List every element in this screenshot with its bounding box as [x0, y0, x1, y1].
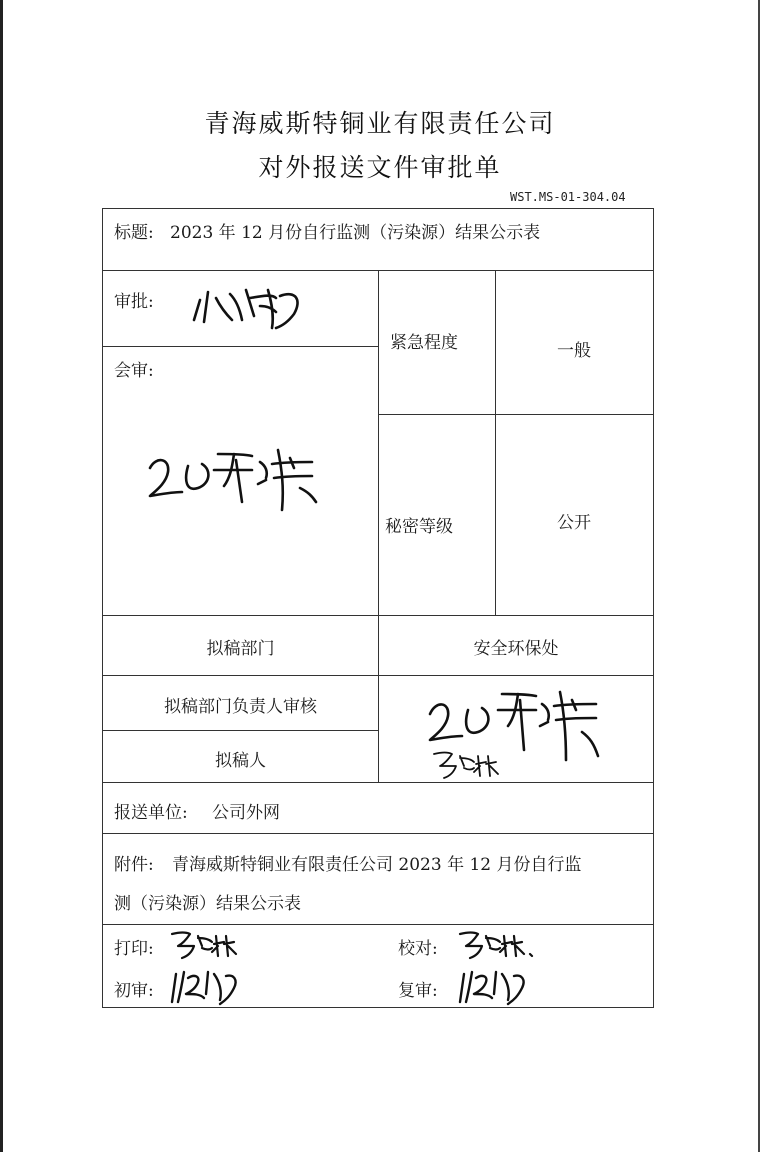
approve-label: 审批: [114, 292, 154, 312]
urgency-label: 紧急程度 [390, 333, 458, 353]
dept-head-label: 拟稿部门负责人审核 [164, 697, 317, 717]
drafter-label: 拟稿人 [215, 751, 266, 771]
column-divider [495, 270, 496, 616]
second-review-label: 复审: [398, 981, 438, 1001]
table-border-right [653, 208, 654, 1008]
table-border-left [102, 208, 103, 1008]
attachment-label: 附件: [114, 855, 154, 875]
secrecy-label: 秘密等级 [385, 517, 453, 537]
attachment-line-2: 测（污染源）结果公示表 [114, 894, 301, 914]
row-divider [378, 414, 654, 415]
subject-label: 标题: [114, 223, 154, 243]
urgency-value: 一般 [557, 341, 591, 361]
row-divider [102, 615, 654, 616]
recipient-value: 公司外网 [212, 803, 280, 823]
draft-dept-value: 安全环保处 [473, 639, 559, 659]
second-review-signature [456, 962, 540, 1008]
company-title: 青海威斯特铜业有限责任公司 [204, 109, 556, 138]
row-divider [102, 675, 654, 676]
proof-label: 校对: [398, 939, 438, 959]
form-title: 对外报送文件审批单 [258, 153, 502, 182]
row-divider [102, 833, 654, 834]
proof-signature [456, 928, 540, 962]
drafter-signature [430, 748, 510, 782]
review-label: 会审: [114, 361, 154, 381]
print-label: 打印: [114, 939, 154, 959]
secrecy-value: 公开 [557, 513, 591, 533]
row-divider [102, 924, 654, 925]
table-border-top [102, 208, 654, 209]
approval-signature [180, 276, 320, 336]
draft-dept-label: 拟稿部门 [206, 639, 275, 659]
first-review-label: 初审: [114, 981, 154, 1001]
first-review-signature [168, 964, 248, 1008]
attachment-line-1: 青海威斯特铜业有限责任公司 2023 年 12 月份自行监 [172, 855, 582, 875]
row-divider [102, 782, 654, 783]
review-signature [140, 440, 330, 520]
row-divider [102, 730, 379, 731]
document-number: WST.MS-01-304.04 [510, 190, 626, 204]
subject-value: 2023 年 12 月份自行监测（污染源）结果公示表 [170, 223, 541, 243]
print-signature [168, 928, 248, 962]
row-divider [102, 346, 379, 347]
recipient-label: 报送单位: [114, 803, 188, 823]
